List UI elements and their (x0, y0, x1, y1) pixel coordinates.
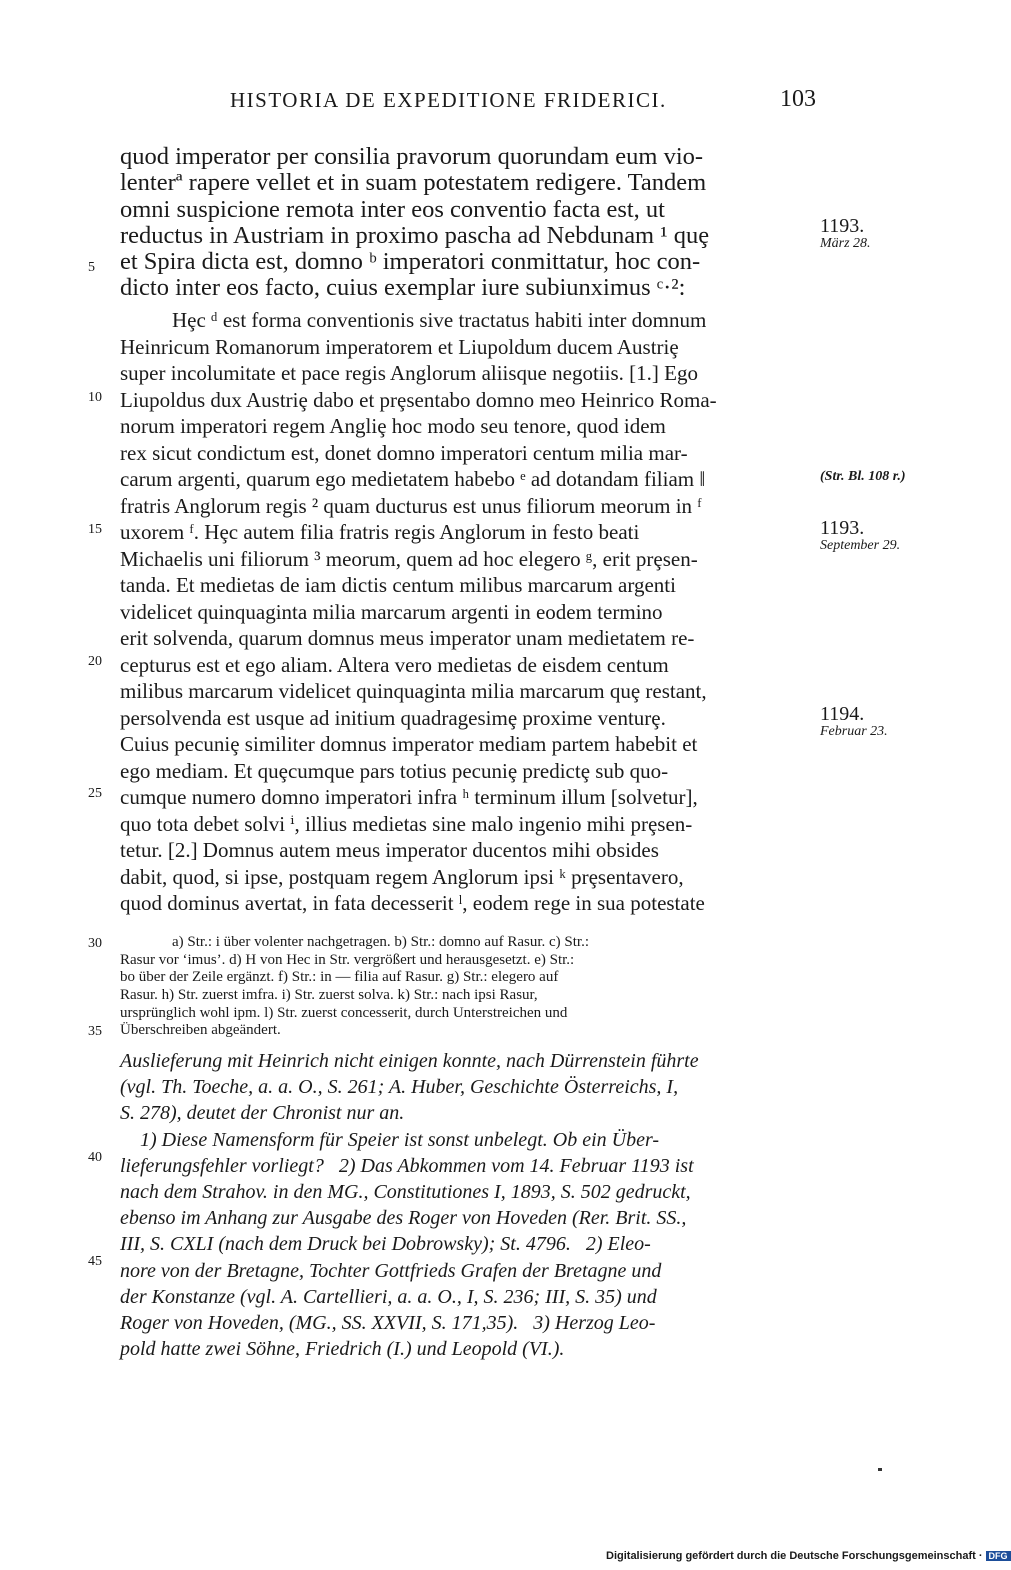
text-line: quo tota debet solvi ⁱ, illius medietas sine malo ingenio mihi prȩsen- (120, 811, 693, 836)
note-line: Auslieferung mit Heinrich nicht einigen konnte, nach Dürrenstein führte (120, 1050, 699, 1072)
line-number: 40 (88, 1150, 102, 1165)
text-line: dabit, quod, si ipse, postquam regem Anglorum ipsi ᵏ prȩsentavero, (120, 864, 684, 889)
note-line: S. 278), deutet der Chronist nur an. (120, 1102, 405, 1125)
commentary-notes (120, 1048, 812, 1362)
text-line: Liupoldus dux Austriȩ dabo et prȩsentabo domno meo Heinrico Roma- (120, 387, 717, 412)
text-line: videlicet quinquaginta milia marcarum argenti in eodem termino (120, 599, 663, 624)
text-line: tanda. Et medietas de iam dictis centum milibus marcarum argenti (120, 573, 676, 597)
text-line: reductus in Austriam in proximo pascha ad Nebdunam ¹ quȩ (120, 221, 710, 249)
margin-date (820, 518, 900, 554)
page-number: 103 (780, 86, 816, 112)
footnote-line: Rasur. h) Str. zuerst imfra. i) Str. zuerst solva. k) Str.: nach ipsi Rasur, (120, 987, 538, 1004)
note-line: III, S. CXLI (nach dem Druck bei Dobrowsky); St. 4796. 2) Eleo- (120, 1233, 651, 1256)
running-title: HISTORIA DE EXPEDITIONE FRIDERICI. (230, 88, 667, 112)
note-line: nore von der Bretagne, Tochter Gottfrieds Grafen der Bretagne und (120, 1259, 662, 1282)
dfg-logo: DFG (986, 1551, 1011, 1561)
text-line: fratris Anglorum regis ² quam ducturus est unus filiorum meorum in ᶠ (120, 493, 702, 518)
footnote-line: Überschreiben abgeändert. (120, 1022, 281, 1039)
text-line: uxorem ᶠ. Hȩc autem filia fratris regis Anglorum in festo beati (120, 520, 640, 544)
note-line: nach dem Strahov. in den MG., Constitutiones I, 1893, S. 502 gedruckt, (120, 1180, 691, 1203)
note-line: (vgl. Th. Toeche, a. a. O., S. 261; A. Huber, Geschichte Österreichs, I, (120, 1076, 679, 1099)
footnotes (120, 934, 812, 1040)
line-number: 30 (88, 936, 102, 951)
line-number: 35 (88, 1024, 102, 1039)
page-header (230, 84, 830, 120)
text-line: rex sicut condictum est, donet domno imperatori centum milia mar- (120, 440, 688, 465)
margin-folio-reference: (Str. Bl. 108 r.) (820, 469, 906, 484)
note-line: lieferungsfehler vorliegt? 2) Das Abkommen vom 14. Februar 1193 ist (120, 1154, 694, 1177)
text-line: Cuius pecuniȩ similiter domnus imperator mediam partem habebit et (120, 732, 698, 756)
text-line: quod dominus avertat, in fata decesserit ˡ, eodem rege in sua potestate (120, 891, 705, 915)
note-line: der Konstanze (vgl. A. Cartellieri, a. a. O., I, S. 236; III, S. 35) und (120, 1285, 657, 1308)
text-line: milibus marcarum videlicet quinquaginta milia marcarum quȩ restant, (120, 679, 707, 703)
margin-date-day: September 29. (820, 538, 901, 553)
text-line: dicto inter eos facto, cuius exemplar iure subiunximus ᶜ·²: (120, 274, 686, 302)
note-line: 1) Diese Namensform für Speier ist sonst unbelegt. Ob ein Über- (120, 1128, 659, 1151)
text-line: cumque numero domno imperatori infra ʰ terminum illum [solvetur], (120, 785, 698, 809)
margin-date-year: 1193. (820, 215, 865, 237)
main-text (120, 144, 812, 302)
line-number: 25 (88, 786, 102, 801)
text-line: tetur. [2.] Domnus autem meus imperator ducentos mihi obsides (120, 838, 659, 862)
note-line: ebenso im Anhang zur Ausgabe des Roger von Hoveden (Rer. Brit. SS., (120, 1207, 687, 1230)
text-line: quod imperator per consilia pravorum quorundam eum vio- (120, 143, 704, 170)
margin-date-day: März 28. (820, 236, 871, 251)
text-line: Michaelis uni filiorum ³ meorum, quem ad hoc elegero ᵍ, erit prȩsen- (120, 546, 698, 571)
footer (606, 1550, 1011, 1562)
text-line: erit solvenda, quarum domnus meus imperator unam medietatem re- (120, 626, 695, 650)
line-number: 20 (88, 654, 102, 669)
line-number: 5 (88, 260, 95, 275)
footnote-line: ursprünglich wohl ipm. l) Str. zuerst concesserit, durch Unterstreichen und (120, 1004, 568, 1021)
text-line: carum argenti, quarum ego medietatem habebo ᵉ ad dotandam filiam ‖ (120, 467, 706, 491)
footnote-line: bo über der Zeile ergänzt. f) Str.: in — filia auf Rasur. g) Str.: elegero auf (120, 969, 559, 986)
document-text (120, 307, 812, 917)
text-line: Hȩc ᵈ est forma conventionis sive tractatus habiti inter domnum (172, 308, 707, 332)
margin-date-year: 1194. (820, 703, 865, 725)
text-line: Heinricum Romanorum imperatorem et Liupoldum ducem Austriȩ (120, 334, 679, 359)
text-line: lenterª rapere vellet et in suam potestatem redigere. Tandem (120, 169, 707, 197)
margin-date-year: 1193. (820, 517, 865, 539)
footer-text: Digitalisierung gefördert durch die Deutsche Forschungsgemeinschaft · (606, 1550, 983, 1562)
text-line: super incolumitate et pace regis Anglorum aliisque negotiis. [1.] Ego (120, 361, 698, 385)
text-line: cepturus est et ego aliam. Altera vero medietas de eisdem centum (120, 652, 669, 677)
speck-mark (878, 1468, 882, 1471)
note-line: pold hatte zwei Söhne, Friedrich (I.) und Leopold (VI.). (120, 1338, 565, 1361)
text-line: norum imperatori regem Angliȩ hoc modo seu tenore, quod idem (120, 414, 666, 438)
footnote-line: Rasur vor ‘imus’. d) H von Hec in Str. vergrößert und herausgesetzt. e) Str.: (120, 951, 575, 968)
footnote-line: a) Str.: i über volenter nachgetragen. b) Str.: domno auf Rasur. c) Str.: (172, 934, 589, 950)
margin-date (820, 216, 871, 252)
line-number: 15 (88, 522, 102, 537)
text-line: persolvenda est usque ad initium quadragesimȩ proxime venturȩ. (120, 705, 666, 730)
text-line: et Spira dicta est, domno ᵇ imperatori conmittatur, hoc con- (120, 248, 701, 276)
margin-date (820, 704, 888, 740)
line-number: 10 (88, 390, 102, 405)
text-line: ego mediam. Et quȩcumque pars totius pecuniȩ predictȩ sub quo- (120, 758, 669, 783)
margin-date-day: Februar 23. (820, 724, 888, 739)
line-number: 45 (88, 1254, 102, 1269)
note-line: Roger von Hoveden, (MG., SS. XXVII, S. 171,35). 3) Herzog Leo- (120, 1311, 656, 1334)
text-line: omni suspicione remota inter eos conventio facta est, ut (120, 195, 665, 223)
